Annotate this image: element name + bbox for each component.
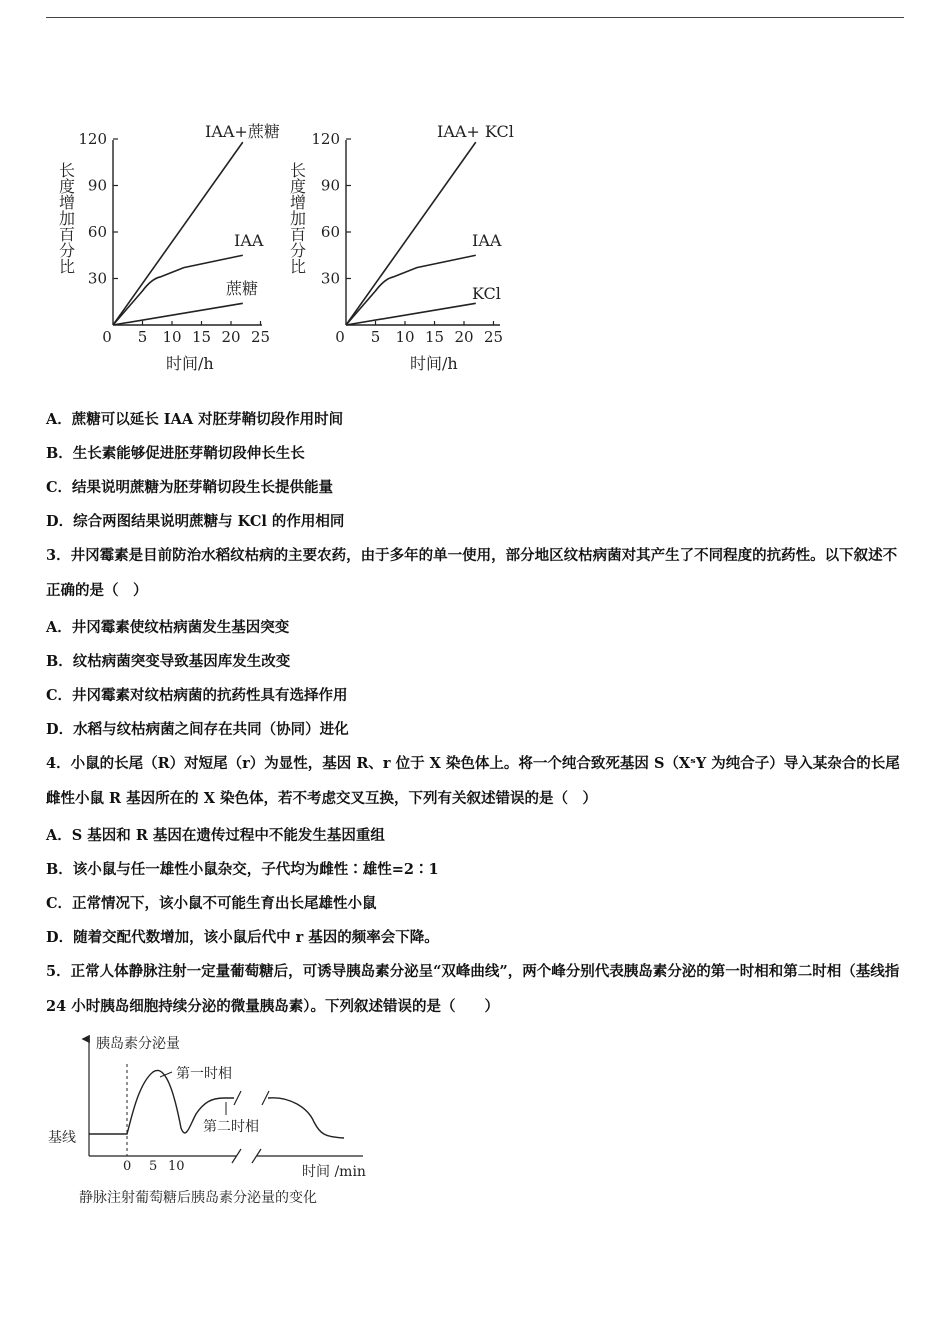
left-x-tick-label-10: 10 [162,328,182,346]
left-x-tick-label-5: 5 [137,328,148,346]
left-label-iaa: IAA [234,231,264,250]
left-y-tick-label-30: 30 [87,269,107,288]
q3-option-c: C．井冈霉素对纹枯病菌的抗药性具有选择作用 [46,687,348,704]
right-label-iaa-kcl: IAA+ KCl [437,122,514,141]
left-y-tick-label-60: 60 [87,223,107,241]
left-x-tick-label-15: 15 [191,328,212,346]
q5-stem: 5．正常人体静脉注射一定量葡萄糖后，可诱导胰岛素分泌呈“双峰曲线”，两个峰分别代表胰岛素分泌的第一时相和第二时相（基线指 24 小时胰岛细胞持续分泌的微量胰岛素）。下列叙述错误的是（ ） [46,963,900,1015]
q4-stem: 4．小鼠的长尾（R）对短尾（r）为显性，基因 R、r 位于 X 染色体上。将一个纯合致死基因 S（XˢY 为纯合子）导入某杂合的长尾雌性小鼠 R 基因所在的 X 染色体，若不考虑交叉互换，下列有关叙述错误的是（ ） [46,755,900,807]
left-x-tick-label-0: 0 [102,328,112,346]
phase2-label: 第二时相 [203,1119,259,1135]
left-chart [57,122,280,373]
q3-option-b: B．纹枯病菌突变导致基因库发生改变 [46,653,291,670]
q2-option-a: A．蔗糖可以延长 IAA 对胚芽鞘切段作用时间 [46,411,344,428]
q4-option-d: D．随着交配代数增加，该小鼠后代中 r 基因的频率会下降。 [46,929,439,946]
q3-stem: 3．井冈霉素是目前防治水稻纹枯病的主要农药，由于多年的单一使用，部分地区纹枯病菌对其产生了不同程度的抗药性。以下叙述不正确的是（ ） [46,547,898,599]
left-series-line-2 [113,303,243,325]
phase1-label: 第一时相 [176,1066,232,1082]
curve-break-mark-1 [234,1091,241,1105]
insulin-curve-part-2 [268,1098,344,1138]
insulin-x-tick-0: 0 [123,1159,132,1174]
right-x-tick-label-0: 0 [335,328,345,346]
right-y-tick-label-90: 90 [320,176,340,195]
q3-option-a: A．井冈霉素使纹枯病菌发生基因突变 [46,619,290,636]
q4-option-b: B．该小鼠与任一雄性小鼠杂交，子代均为雌性∶雄性=2∶1 [46,861,439,878]
right-label-iaa: IAA [472,231,502,250]
baseline-label: 基线 [48,1130,76,1146]
left-x-axis-label: 时间/h [166,354,214,373]
right-x-axis-label: 时间/h [410,354,458,373]
q2-option-c: C．结果说明蔗糖为胚芽鞘切段生长提供能量 [46,479,334,496]
right-y-axis-label: 长度增加百分比 [287,162,307,274]
right-x-tick-label-25: 25 [483,328,504,346]
right-y-tick-label-60: 60 [320,223,340,241]
right-x-tick-label-20: 20 [454,328,474,346]
q2-option-b: B．生长素能够促进胚芽鞘切段伸长生长 [46,445,305,462]
left-y-tick-label-120: 120 [78,130,107,148]
q2-option-d: D．综合两图结果说明蔗糖与 KCl 的作用相同 [46,513,345,530]
right-x-tick-label-15: 15 [424,328,445,346]
insulin-y-axis-label: 胰岛素分泌量 [96,1036,180,1052]
right-series-line-0 [346,142,476,325]
growth-charts-figure [40,110,540,385]
q4-option-a: A．S 基因和 R 基因在遗传过程中不能发生基因重组 [46,827,385,844]
right-y-tick-label-120: 120 [311,130,340,148]
right-y-tick-label-30: 30 [320,269,340,288]
left-y-tick-label-90: 90 [87,176,107,195]
right-series-line-2 [346,303,476,325]
q4-option-c: C．正常情况下，该小鼠不可能生育出长尾雄性小鼠 [46,895,377,912]
insulin-secretion-figure [40,1030,380,1210]
header-rule [46,17,904,18]
left-label-iaa-sucrose: IAA+蔗糖 [205,122,280,141]
insulin-x-axis-label: 时间 /min [302,1164,366,1180]
right-x-tick-label-10: 10 [395,328,415,346]
left-series-line-0 [113,142,243,325]
curve-break-mark-2 [262,1091,269,1105]
left-label-sucrose: 蔗糖 [226,279,259,298]
right-x-tick-label-5: 5 [370,328,381,346]
insulin-x-tick-10: 10 [168,1159,185,1174]
right-chart [288,122,514,373]
insulin-figure-caption: 静脉注射葡萄糖后胰岛素分泌量的变化 [79,1190,317,1206]
right-label-kcl: KCl [472,284,501,303]
left-x-tick-label-20: 20 [221,328,241,346]
q3-option-d: D．水稻与纹枯病菌之间存在共同（协同）进化 [46,721,349,738]
insulin-x-tick-5: 5 [149,1159,158,1174]
left-x-tick-label-25: 25 [250,328,271,346]
left-y-axis-label: 长度增加百分比 [56,162,76,274]
